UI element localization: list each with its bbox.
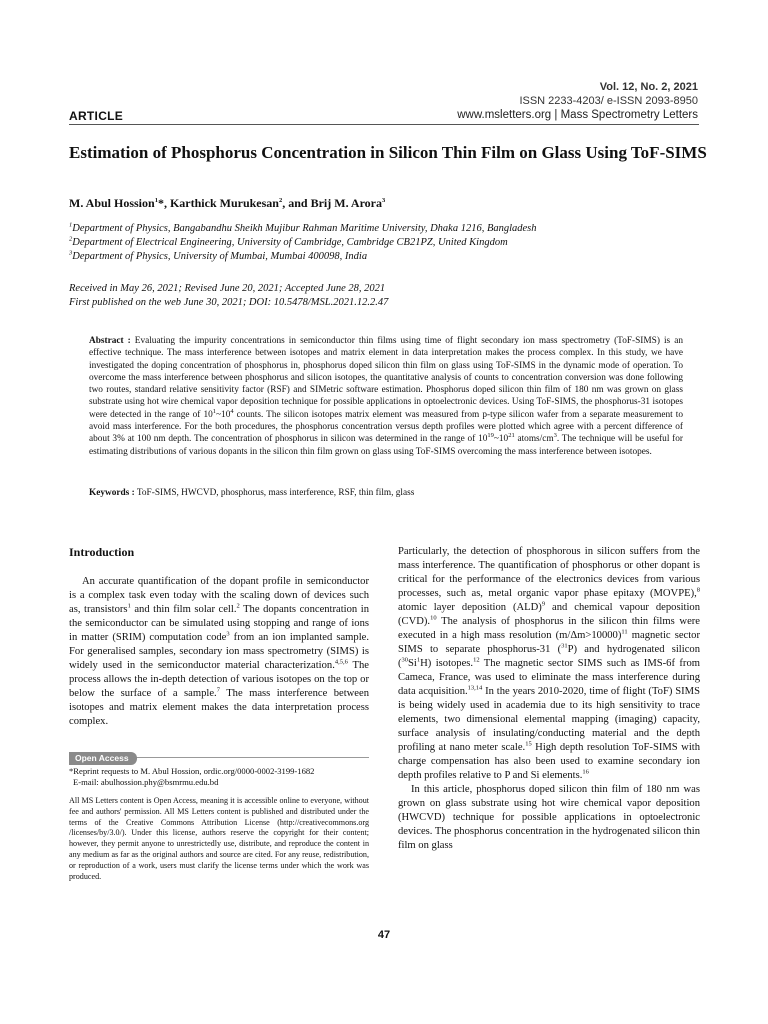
- page-number: 47: [377, 929, 391, 941]
- header-separator: |: [554, 109, 558, 121]
- paper-title: Estimation of Phosphorus Concentration in Silicon Thin Film on Glass Using ToF-SIMS: [69, 143, 707, 162]
- author-affil-sup: 3: [382, 197, 386, 204]
- author-affil-sup: 2: [278, 197, 283, 204]
- section-label: ARTICLE: [69, 109, 124, 123]
- author-name: Brij M. Arora: [310, 196, 383, 210]
- author-name: Karthick Murukesan: [169, 196, 279, 210]
- open-access-badge: Open Access: [69, 752, 137, 765]
- contact-email: E-mail: abulhossion.phy@bsmrmu.edu.bd: [73, 777, 219, 787]
- header-rule: [69, 124, 699, 125]
- author-separator: *,: [157, 196, 170, 210]
- left-column-body: [69, 575, 369, 729]
- paragraph: Particularly, the detection of phosphorous in silicon suffers from the mass interference. The quantification of phosphorus or other dopant is critical for the performance of the electronics devices from various processes, such as, metal organic vapor phase epitaxy (MOVPE),$^8$ atomic layer deposition (ALD)$^9$ and chemical vapour deposition (CVD).$^{10}$ The analysis of phosphorus in the silicon thin films were executed in a high mass resolution (m/Δm>10000)$^{11}$ magnetic sector SIMS to separate phosphorus-31 ($^{31}$P) and hydrogenated silicon ($^{30}$Si$^1$H) isotopes.$^{12}$ The magnetic sector SIMS such as IMS-6f from Cameca, France, was used to eliminate the mass interference during data acquisition.$^{13,14}$ In the years 2010-2020, time of flight (ToF) SIMS is being widely used in academia due to its high sensitivity to trace elements, two dimensional elemental mapping (imaging) capacity, surface analysis of insulating/conducting material and the depth profiling at nano meter scale.$^{15}$ High depth resolution ToF-SIMS with charge compensation has also been used to examine secondary ion depth profiles relative to P and Si elements.$^{16}$: [398, 546, 701, 781]
- journal-header-right: [457, 109, 698, 121]
- paragraph: An accurate quantification of the dopant profile in semiconductor is a complex task even today with the scaling down of devices such as, transistors$^1$ and thin film solar cell.$^2$ The dopants concentration in the semiconductor can be simulated using stopping and range of ions in matter (SRIM) computation code$^3$ from an ion implanted sample. For generalised samples, secondary ion mass spectrometry (SIMS) is widely used in the semiconductor material characterization.$^{4,5,6}$ The process allows the in-depth detection of various isotopes on the top or below the surface of a sample.$^7$ The mass interference between isotopes and matrix element makes the data interpretation process complex.: [69, 576, 369, 727]
- author-name: M. Abul Hossion: [69, 196, 155, 210]
- affiliation: $^2$Department of Electrical Engineering, University of Cambridge, Cambridge CB21PZ, United Kingdom: [69, 235, 508, 248]
- received-dates: Received in May 26, 2021; Revised June 20, 2021; Accepted June 28, 2021: [69, 283, 386, 294]
- affiliation: $^1$Department of Physics, Bangabandhu Sheikh Mujibur Rahman Maritime University, Dhaka 1216, Bangladesh: [69, 221, 537, 234]
- doi-line: First published on the web June 30, 2021; DOI: 10.5478/MSL.2021.12.2.47: [69, 296, 389, 308]
- paragraph: In this article, phosphorus doped silicon thin film of 180 nm was grown on glass substrate using hot wire chemical vapor deposition (HWCVD) technique for possible applications in optoelectronic devices. The phosphorus concentration in the hydrogenated silicon thin film on glass: [398, 784, 700, 851]
- right-column-body: [398, 545, 700, 853]
- affiliations: [69, 222, 709, 264]
- author-affil-sup: 1: [154, 197, 158, 204]
- author-list: [69, 196, 709, 211]
- reprint-request: *Reprint requests to M. Abul Hossion, ordic.org/0000-0002-3199-1682 E-mail: abulhossion.phy@bsmrmu.edu.bd: [69, 766, 374, 788]
- affiliation: $^3$Department of Physics, University of Mumbai, Mumbai 400098, India: [69, 249, 368, 262]
- keywords-label: Keywords :: [89, 488, 135, 498]
- license-notice: All MS Letters content is Open Access, meaning it is accessible online to everyone, without fee and authors' permission. All MS Letters content is published and distributed under the terms of the Creative Commons Attribution License (http://creativecommons.org /licenses/by/3.0/). Under this license, authors reserve the copyright for their content; however, they permit anyone to unrestrictedly use, distribute, and reproduce the content in any medium as far as the original authors and source are cited. For any reuse, redistribution, or reproduction of a work, users must clarify the license terms under which the work was produced.: [69, 796, 369, 881]
- publication-dates: [69, 282, 709, 309]
- journal-website-link[interactable]: www.msletters.org: [457, 109, 552, 121]
- section-heading-introduction: Introduction: [69, 545, 135, 559]
- author-separator: , and: [282, 196, 311, 210]
- abstract-label: Abstract :: [89, 336, 131, 346]
- keywords: Keywords : ToF-SIMS, HWCVD, phosphorus, mass interference, RSF, thin film, glass: [89, 488, 415, 498]
- abstract: Abstract : Evaluating the impurity concentrations in semiconductor thin films using time of flight secondary ion mass spectrometry (ToF-SIMS) is an effective technique. The mass interference between isotopes and matrix element in data interpretation makes the process complex. In this study, we have investigated the doping concentration of phosphorus in, phosphorus doped silicon thin film on glass using ToF-SIMS in the dynamic mode of operation. To overcome the mass interference between phosphorus and silicon isotopes, the quantitative analysis of counts to concentration conversion was done following two routes, standard relative sensitivity factor (RSF) and SIMetric software estimation. Phosphorus doped silicon thin film of 180 nm was grown on glass substrate using hot wire chemical vapor deposition technique for possible applications in optoelectronic devices. Using ToF-SIMS, the phosphorus-31 isotopes were detected in the range of $10^1\sim 10^4$ counts. The silicon isotopes matrix element was measured from p-type silicon wafer from a separate measurement to avoid mass interference. For the both procedures, the phosphorus concentration versus depth profiles were plotted which agree with a percent difference of about 3% at 100 nm depth. The concentration of phosphorus in silicon was determined in the range of $10^{19}\sim 10^{21}$ atoms/$cm^3$. The technique will be useful for estimating distributions of various dopants in the silicon thin film grown on glass using ToF-SIMS overcoming the mass interference between isotopes.: [89, 336, 684, 457]
- journal-issn: ISSN 2233-4203/ e-ISSN 2093-8950: [519, 95, 698, 107]
- journal-name: Mass Spectrometry Letters: [560, 109, 698, 121]
- journal-volume: Vol. 12, No. 2, 2021: [599, 81, 698, 93]
